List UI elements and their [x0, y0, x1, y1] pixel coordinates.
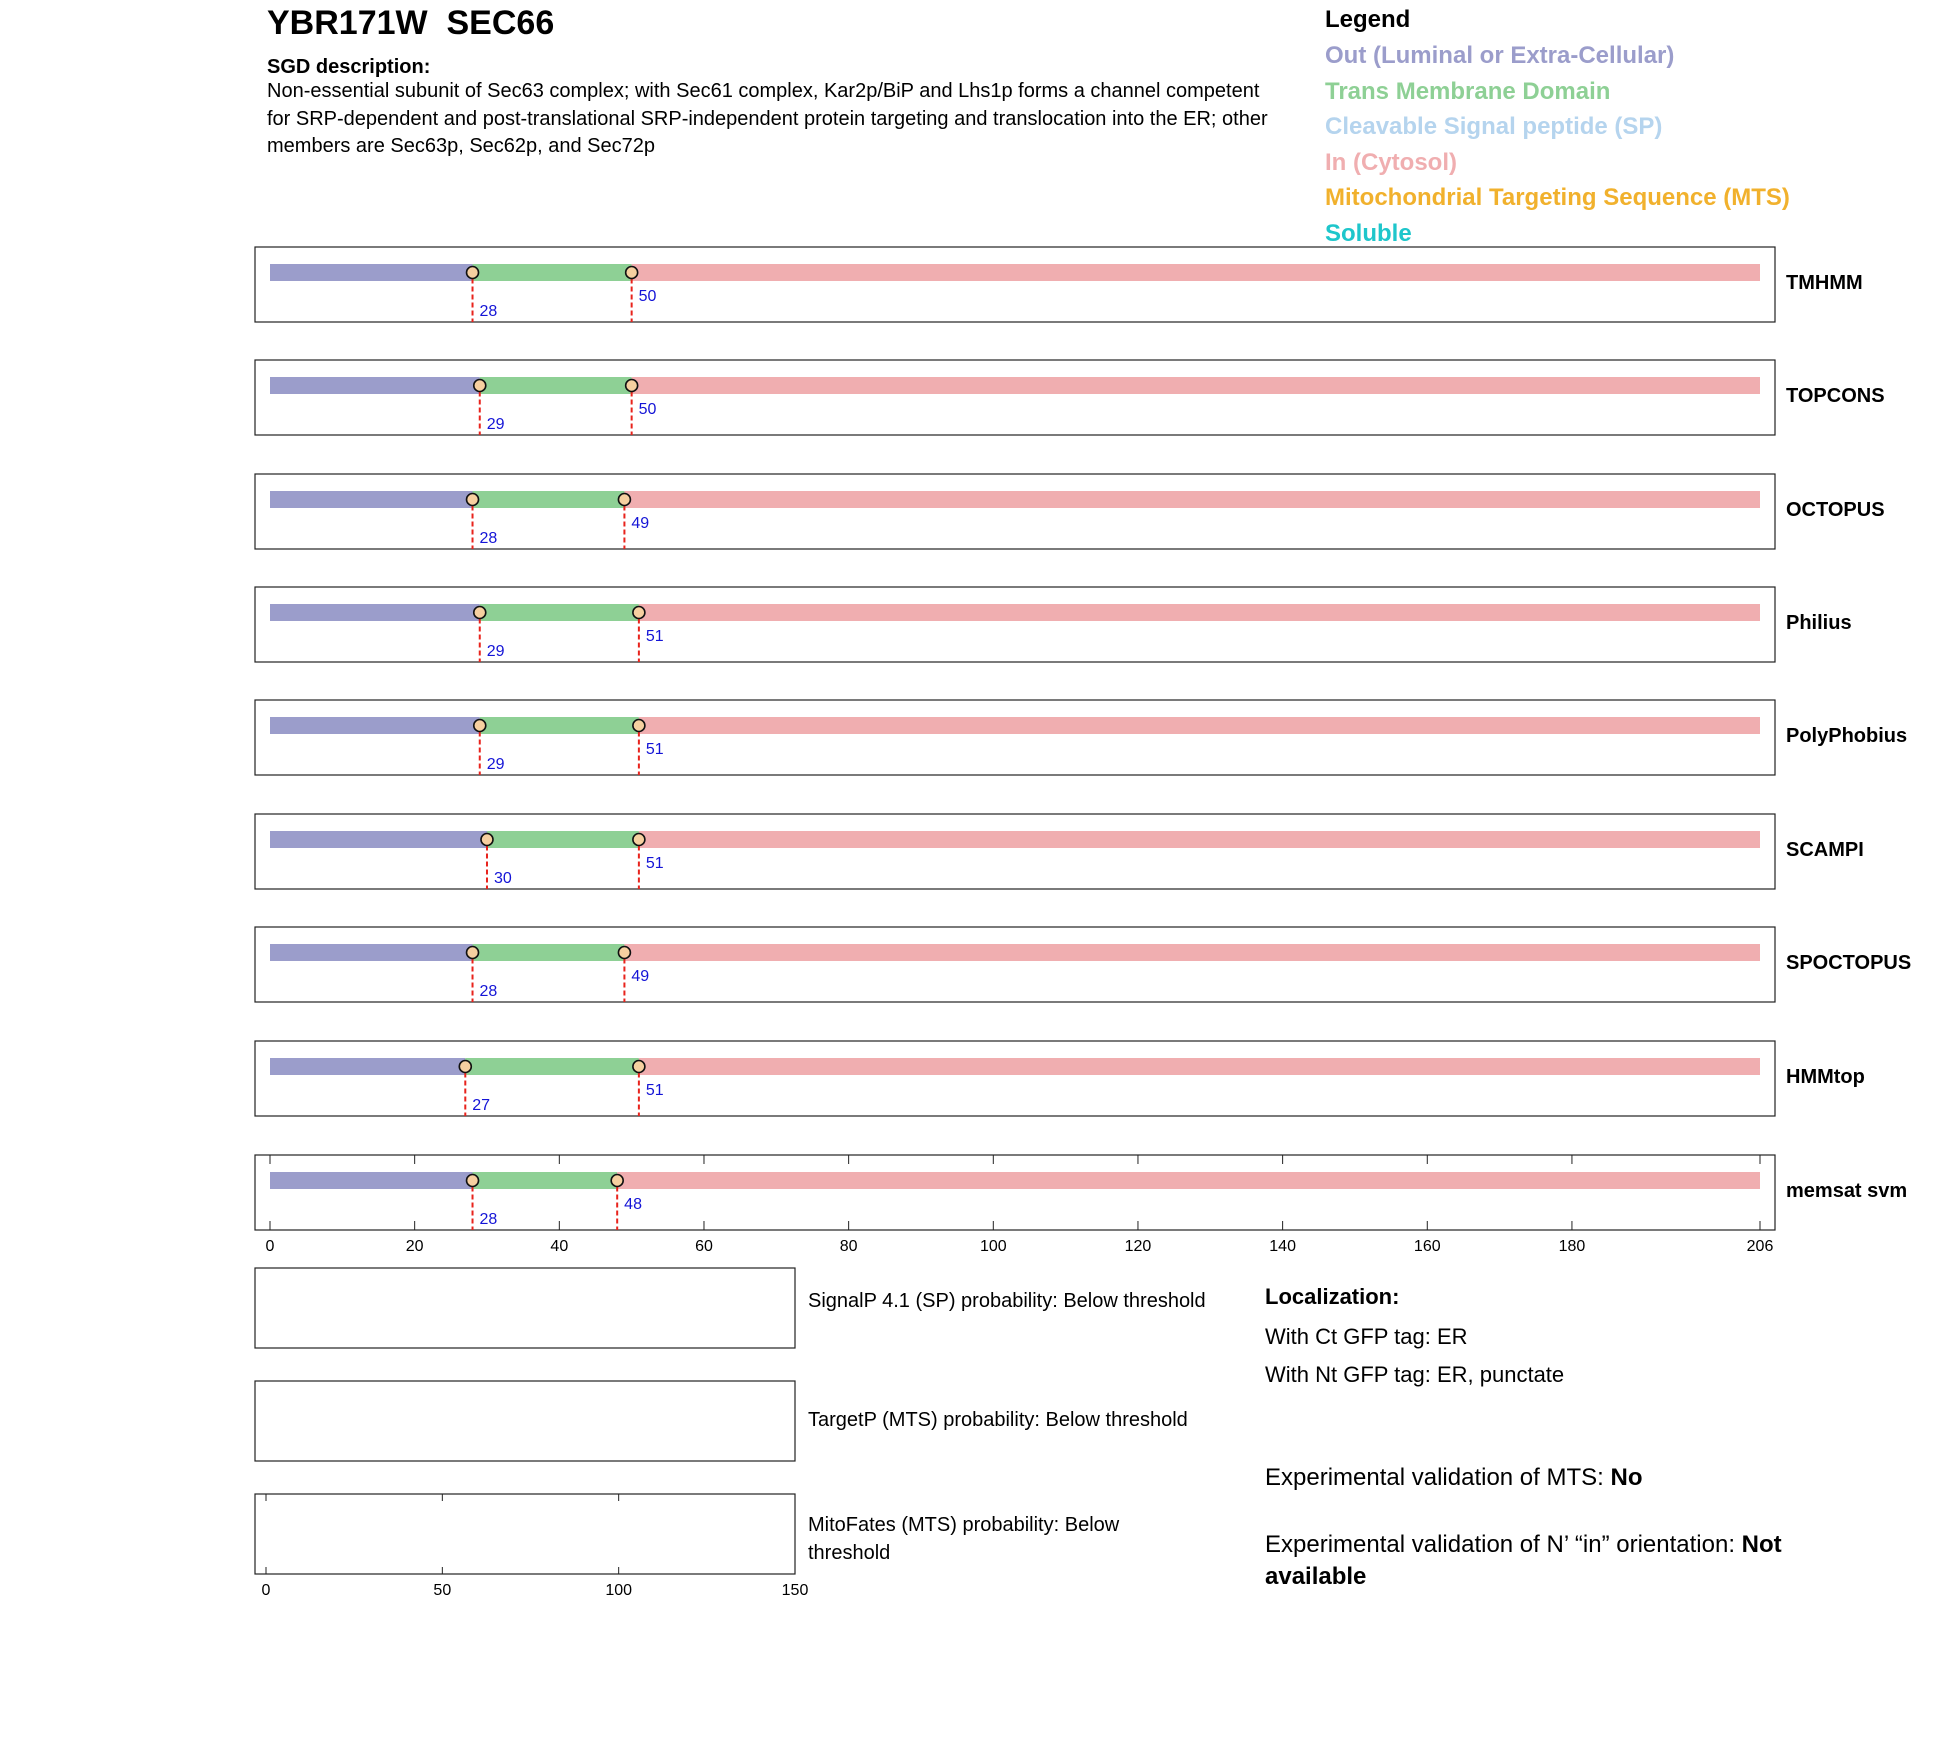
prob-x-tick-label: 100 [605, 1582, 633, 1599]
exp-mts-prefix: Experimental validation of MTS: [1265, 1464, 1611, 1491]
x-tick-label: 206 [1746, 1238, 1774, 1255]
tm-end-marker [633, 1061, 645, 1073]
x-tick-label: 120 [1124, 1238, 1152, 1255]
tm-end-label: 48 [624, 1196, 642, 1213]
prob-x-tick-label: 0 [261, 1582, 271, 1599]
track-frame [255, 360, 1775, 435]
predictor-name: SCAMPI [1786, 839, 1864, 861]
predictor-name: SPOCTOPUS [1786, 952, 1912, 974]
in-segment [639, 717, 1760, 734]
tm-start-marker [467, 947, 479, 959]
predictor-track-topcons [255, 360, 1885, 435]
out-segment [270, 831, 487, 848]
tm-start-label: 28 [479, 983, 498, 1000]
predictor-track-spoctopus [255, 927, 1911, 1002]
legend-item-soluble: Soluble [1325, 219, 1412, 247]
tm-end-marker [611, 1175, 623, 1187]
predictor-track-tmhmm [255, 247, 1863, 322]
tm-start-marker [459, 1061, 471, 1073]
in-segment [624, 944, 1760, 961]
legend-item-in: In (Cytosol) [1325, 148, 1457, 176]
x-tick-label: 160 [1413, 1238, 1441, 1255]
legend-item-out: Out (Luminal or Extra-Cellular) [1325, 42, 1675, 69]
legend-item-tm: Trans Membrane Domain [1325, 77, 1611, 105]
predictor-track-octopus [255, 474, 1885, 549]
in-segment [639, 1058, 1760, 1075]
sgd-description: Non-essential subunit of Sec63 complex; with Sec61 complex, Kar2p/BiP and Lhs1p forms a channel competent for SRP-dependent and post-translational SRP-independent protein targeting and translocation into the ER; other members are Sec63p, Sec62p, and Sec72p [267, 80, 1268, 157]
probability-panel-3 [255, 1494, 795, 1574]
tm-segment [480, 717, 639, 734]
predictor-track-polyphobius [255, 700, 1907, 775]
tm-end-marker [618, 494, 630, 506]
out-segment [270, 1172, 473, 1189]
tm-start-label: 30 [493, 870, 512, 887]
localization [1265, 1284, 1564, 1400]
x-tick-label: 80 [839, 1238, 858, 1255]
predictor-name: OCTOPUS [1786, 499, 1885, 521]
tm-end-marker [633, 607, 645, 619]
tm-end-label: 49 [631, 968, 650, 985]
tm-start-marker [474, 607, 486, 619]
tm-end-label: 50 [638, 288, 657, 305]
mitofates-label: MitoFates (MTS) probability: Below threshold [808, 1514, 1120, 1564]
probability-panel-2 [255, 1381, 795, 1461]
out-segment [270, 1058, 465, 1075]
legend-item-sp: Cleavable Signal peptide (SP) [1325, 113, 1663, 140]
exp-mts-value: No [1610, 1464, 1643, 1491]
tm-start-marker [474, 380, 486, 392]
x-tick-label: 20 [405, 1238, 424, 1255]
tm-end-label: 51 [645, 741, 664, 758]
tm-end-label: 50 [638, 401, 657, 418]
in-segment [632, 377, 1760, 394]
tm-end-label: 51 [645, 628, 664, 645]
out-segment [270, 604, 480, 621]
sgd-heading: SGD description: [267, 56, 431, 78]
tm-end-label: 49 [631, 515, 650, 532]
x-tick-label: 180 [1558, 1238, 1586, 1255]
tm-segment [480, 604, 639, 621]
legend-title: Legend [1325, 6, 1411, 33]
tm-segment [487, 831, 639, 848]
predictor-name: memsat svm [1786, 1180, 1908, 1202]
probability-panel-1 [255, 1268, 795, 1348]
in-segment [632, 264, 1760, 281]
tm-segment [465, 1058, 639, 1075]
out-segment [270, 717, 480, 734]
track-frame [255, 587, 1775, 662]
track-frame [255, 700, 1775, 775]
localization-ct: With Ct GFP tag: ER [1265, 1324, 1468, 1349]
tm-start-label: 29 [486, 416, 505, 433]
tm-segment [473, 944, 625, 961]
signalp-label: SignalP 4.1 (SP) probability: Below threshold [808, 1290, 1206, 1312]
out-segment [270, 944, 473, 961]
x-tick-label: 60 [695, 1238, 713, 1255]
x-tick-label: 0 [265, 1238, 275, 1255]
in-segment [617, 1172, 1760, 1189]
tm-start-marker [481, 834, 493, 846]
localization-heading: Localization: [1265, 1284, 1400, 1309]
in-segment [639, 831, 1760, 848]
predictor-track-memsat-svm [255, 1155, 1907, 1230]
tm-start-label: 29 [486, 756, 505, 773]
tm-start-label: 28 [479, 1211, 498, 1228]
prob-x-tick-label: 150 [781, 1582, 809, 1599]
tm-end-label: 51 [645, 855, 664, 872]
out-segment [270, 264, 473, 281]
prob-x-tick-label: 50 [433, 1582, 452, 1599]
out-segment [270, 491, 473, 508]
predictor-name: HMMtop [1786, 1066, 1865, 1088]
tm-start-marker [467, 1175, 479, 1187]
page-title: YBR171W SEC66 [267, 4, 555, 42]
tm-start-label: 27 [472, 1097, 491, 1114]
tm-end-marker [633, 834, 645, 846]
tm-segment [473, 491, 625, 508]
tm-end-marker [626, 380, 638, 392]
tm-start-marker [467, 267, 479, 279]
exp-orient-value: Not available [1265, 1531, 1782, 1590]
tm-end-marker [626, 267, 638, 279]
predictor-name: PolyPhobius [1786, 725, 1908, 747]
predictor-name: TOPCONS [1786, 385, 1885, 407]
in-segment [639, 604, 1760, 621]
in-segment [624, 491, 1760, 508]
targetp-label: TargetP (MTS) probability: Below threshold [808, 1409, 1188, 1431]
legend-item-mts: Mitochondrial Targeting Sequence (MTS) [1325, 184, 1790, 211]
x-tick-label: 100 [979, 1238, 1007, 1255]
x-tick-label: 40 [550, 1238, 569, 1255]
exp-validation-mts [1265, 1462, 1865, 1494]
predictor-name: TMHMM [1786, 272, 1863, 294]
predictor-name: Philius [1786, 612, 1852, 634]
tm-start-label: 28 [479, 303, 498, 320]
tm-start-label: 28 [479, 530, 498, 547]
predictor-track-philius [255, 587, 1852, 662]
tm-end-marker [633, 720, 645, 732]
tm-end-label: 51 [645, 1082, 664, 1099]
tm-segment [473, 1172, 618, 1189]
tm-segment [473, 264, 632, 281]
predictor-track-scampi [255, 814, 1864, 889]
tm-end-marker [618, 947, 630, 959]
x-tick-label: 140 [1269, 1238, 1296, 1255]
tm-start-marker [474, 720, 486, 732]
exp-orient-prefix: Experimental validation of N’ “in” orientation: [1265, 1531, 1742, 1558]
tm-start-label: 29 [486, 643, 505, 660]
predictor-track-hmmtop [255, 1041, 1865, 1116]
tm-start-marker [467, 494, 479, 506]
localization-nt: With Nt GFP tag: ER, punctate [1265, 1362, 1565, 1387]
tm-segment [480, 377, 632, 394]
out-segment [270, 377, 480, 394]
track-frame [255, 814, 1775, 889]
exp-validation-orientation [1265, 1529, 1865, 1593]
